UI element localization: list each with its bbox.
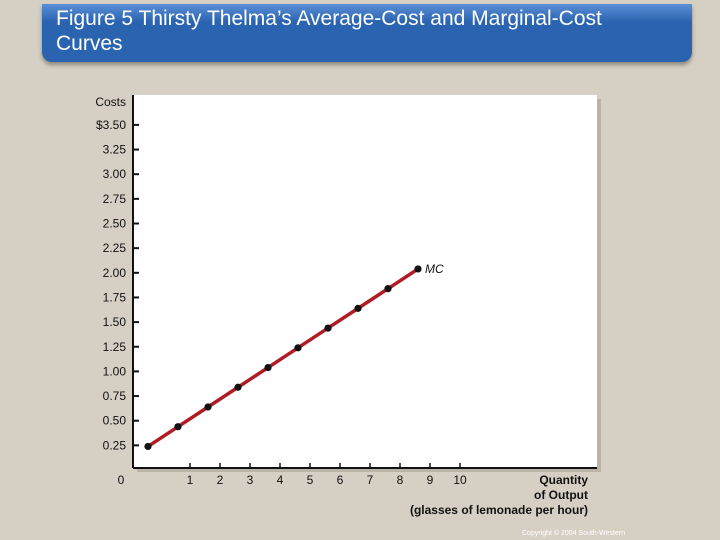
mc-data-point (174, 423, 181, 430)
y-tick-label: 2.25 (102, 241, 126, 256)
mc-data-point (324, 325, 331, 332)
x-tick-label: 7 (366, 473, 374, 487)
y-tick-label: 0.50 (102, 413, 126, 428)
copyright-notice: Copyright © 2004 South-Western (522, 530, 626, 537)
y-tick-label: 0.25 (102, 438, 126, 453)
mc-data-point (294, 344, 301, 351)
mc-data-point (144, 443, 151, 450)
y-tick-label: 2.00 (102, 265, 126, 280)
y-tick-label: 1.25 (102, 339, 126, 354)
mc-data-point (264, 364, 271, 371)
mc-data-point (234, 384, 241, 391)
mc-data-point (414, 265, 421, 272)
x-axis-label-line: of Output (534, 488, 588, 502)
chart-title-line-1: Figure 5 Thirsty Thelma’s Average-Cost and Marginal-Cost (56, 7, 602, 30)
x-tick-label: 10 (453, 473, 467, 487)
y-tick-label: 3.00 (102, 167, 126, 182)
x-tick-label: 5 (306, 473, 314, 487)
x-tick-label: 4 (276, 473, 284, 487)
x-tick-label: 9 (426, 473, 434, 487)
x-tick-label: 6 (336, 473, 344, 487)
y-axis-label: Costs (95, 95, 126, 109)
x-axis-label-line: Quantity (539, 473, 588, 487)
y-tick-label: $3.50 (95, 117, 126, 132)
mc-data-point (384, 285, 391, 292)
x-tick-label: 1 (186, 473, 194, 487)
x-tick-label: 0 (117, 473, 125, 487)
x-tick-label: 8 (396, 473, 404, 487)
y-tick-label: 0.75 (102, 389, 126, 404)
mc-data-point (204, 403, 211, 410)
y-tick-label: 1.00 (102, 364, 126, 379)
x-tick-label: 2 (216, 473, 224, 487)
y-tick-label: 1.75 (102, 290, 126, 305)
x-tick-label: 3 (246, 473, 254, 487)
y-tick-label: 1.50 (102, 315, 126, 330)
y-tick-label: 3.25 (102, 142, 126, 157)
chart-title-line-2: Curves (56, 32, 123, 55)
y-tick-label: 2.50 (102, 216, 126, 231)
x-axis-label-line: (glasses of lemonade per hour) (409, 503, 588, 517)
mc-data-point (354, 305, 361, 312)
mc-series-label: MC (425, 261, 444, 276)
y-tick-label: 2.75 (102, 191, 126, 206)
